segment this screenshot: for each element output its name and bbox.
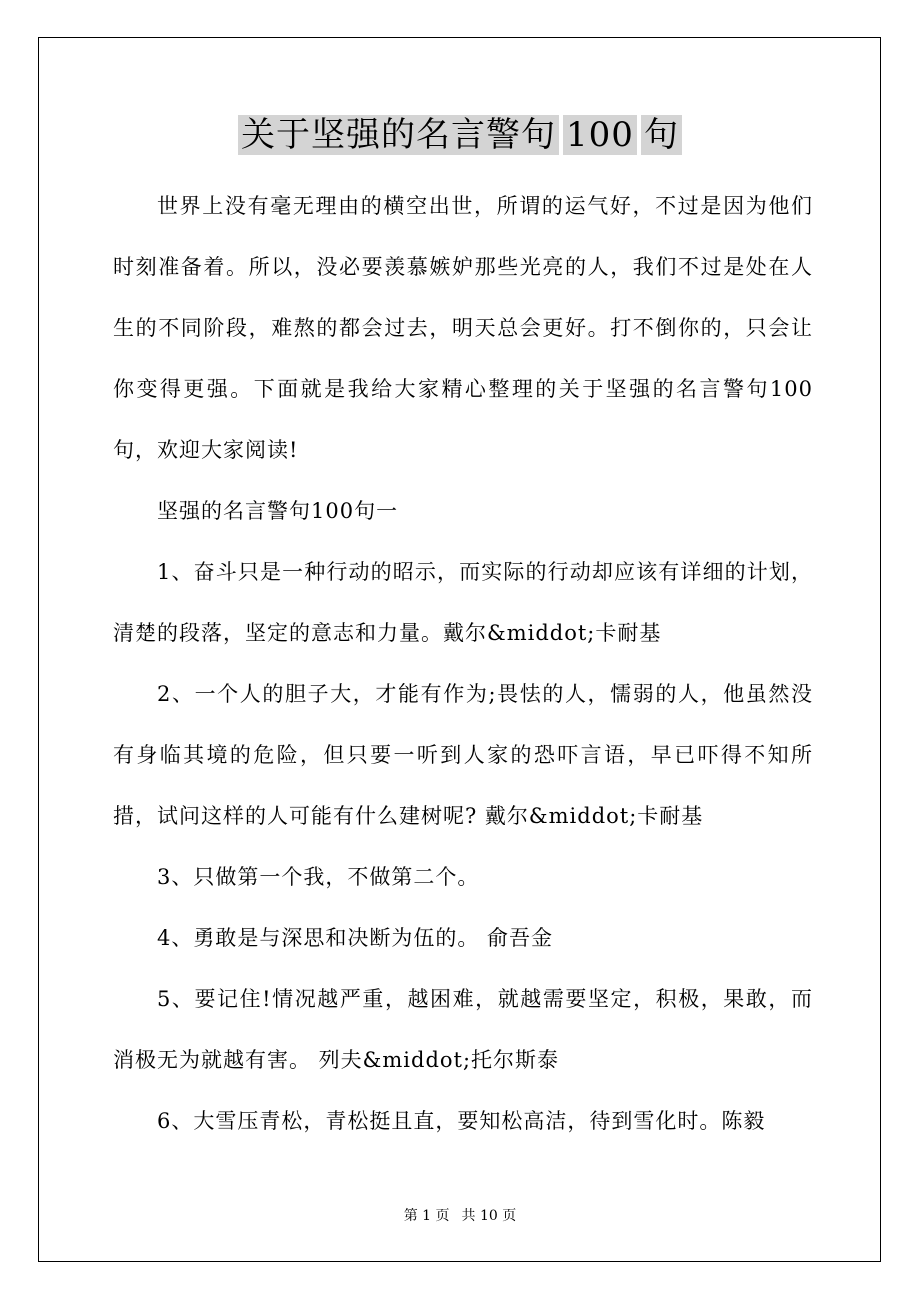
title-part-1: 关于坚强的名言警句 <box>238 115 559 155</box>
quote-item-5: 5、要记住!情况越严重，越困难，就越需要坚定，积极，果敢，而消极无为就越有害。 列夫&middot;托尔斯泰 <box>113 987 813 1072</box>
total-pages: 共 10 页 <box>461 1208 517 1224</box>
document-title <box>0 110 920 160</box>
section-heading: 坚强的名言警句100句一 <box>157 499 399 523</box>
page-footer <box>0 1207 920 1225</box>
quote-item-6: 6、大雪压青松，青松挺且直，要知松高洁，待到雪化时。陈毅 <box>157 1109 766 1133</box>
quote-item-4: 4、勇敢是与深思和决断为伍的。 俞吾金 <box>157 926 554 950</box>
document-body <box>113 176 813 1152</box>
title-part-3: 句 <box>641 115 682 155</box>
title-part-2: 100 <box>563 115 637 155</box>
quote-item-3: 3、只做第一个我，不做第二个。 <box>157 865 480 889</box>
quote-item-2: 2、一个人的胆子大，才能有作为;畏怯的人，懦弱的人，他虽然没有身临其境的危险，但只要一听到人家的恐吓言语，早已吓得不知所措，试问这样的人可能有什么建树呢? 戴尔&middot;卡耐基 <box>113 682 813 828</box>
quote-item-1: 1、奋斗只是一种行动的昭示，而实际的行动却应该有详细的计划，清楚的段落，坚定的意志和力量。戴尔&middot;卡耐基 <box>113 560 813 645</box>
intro-paragraph: 世界上没有毫无理由的横空出世，所谓的运气好，不过是因为他们时刻准备着。所以，没必要羡慕嫉妒那些光亮的人，我们不过是处在人生的不同阶段，难熬的都会过去，明天总会更好。打不倒你的，只会让你变得更强。下面就是我给大家精心整理的关于坚强的名言警句100句，欢迎大家阅读! <box>113 194 813 462</box>
page-number: 第 1 页 <box>403 1208 450 1224</box>
